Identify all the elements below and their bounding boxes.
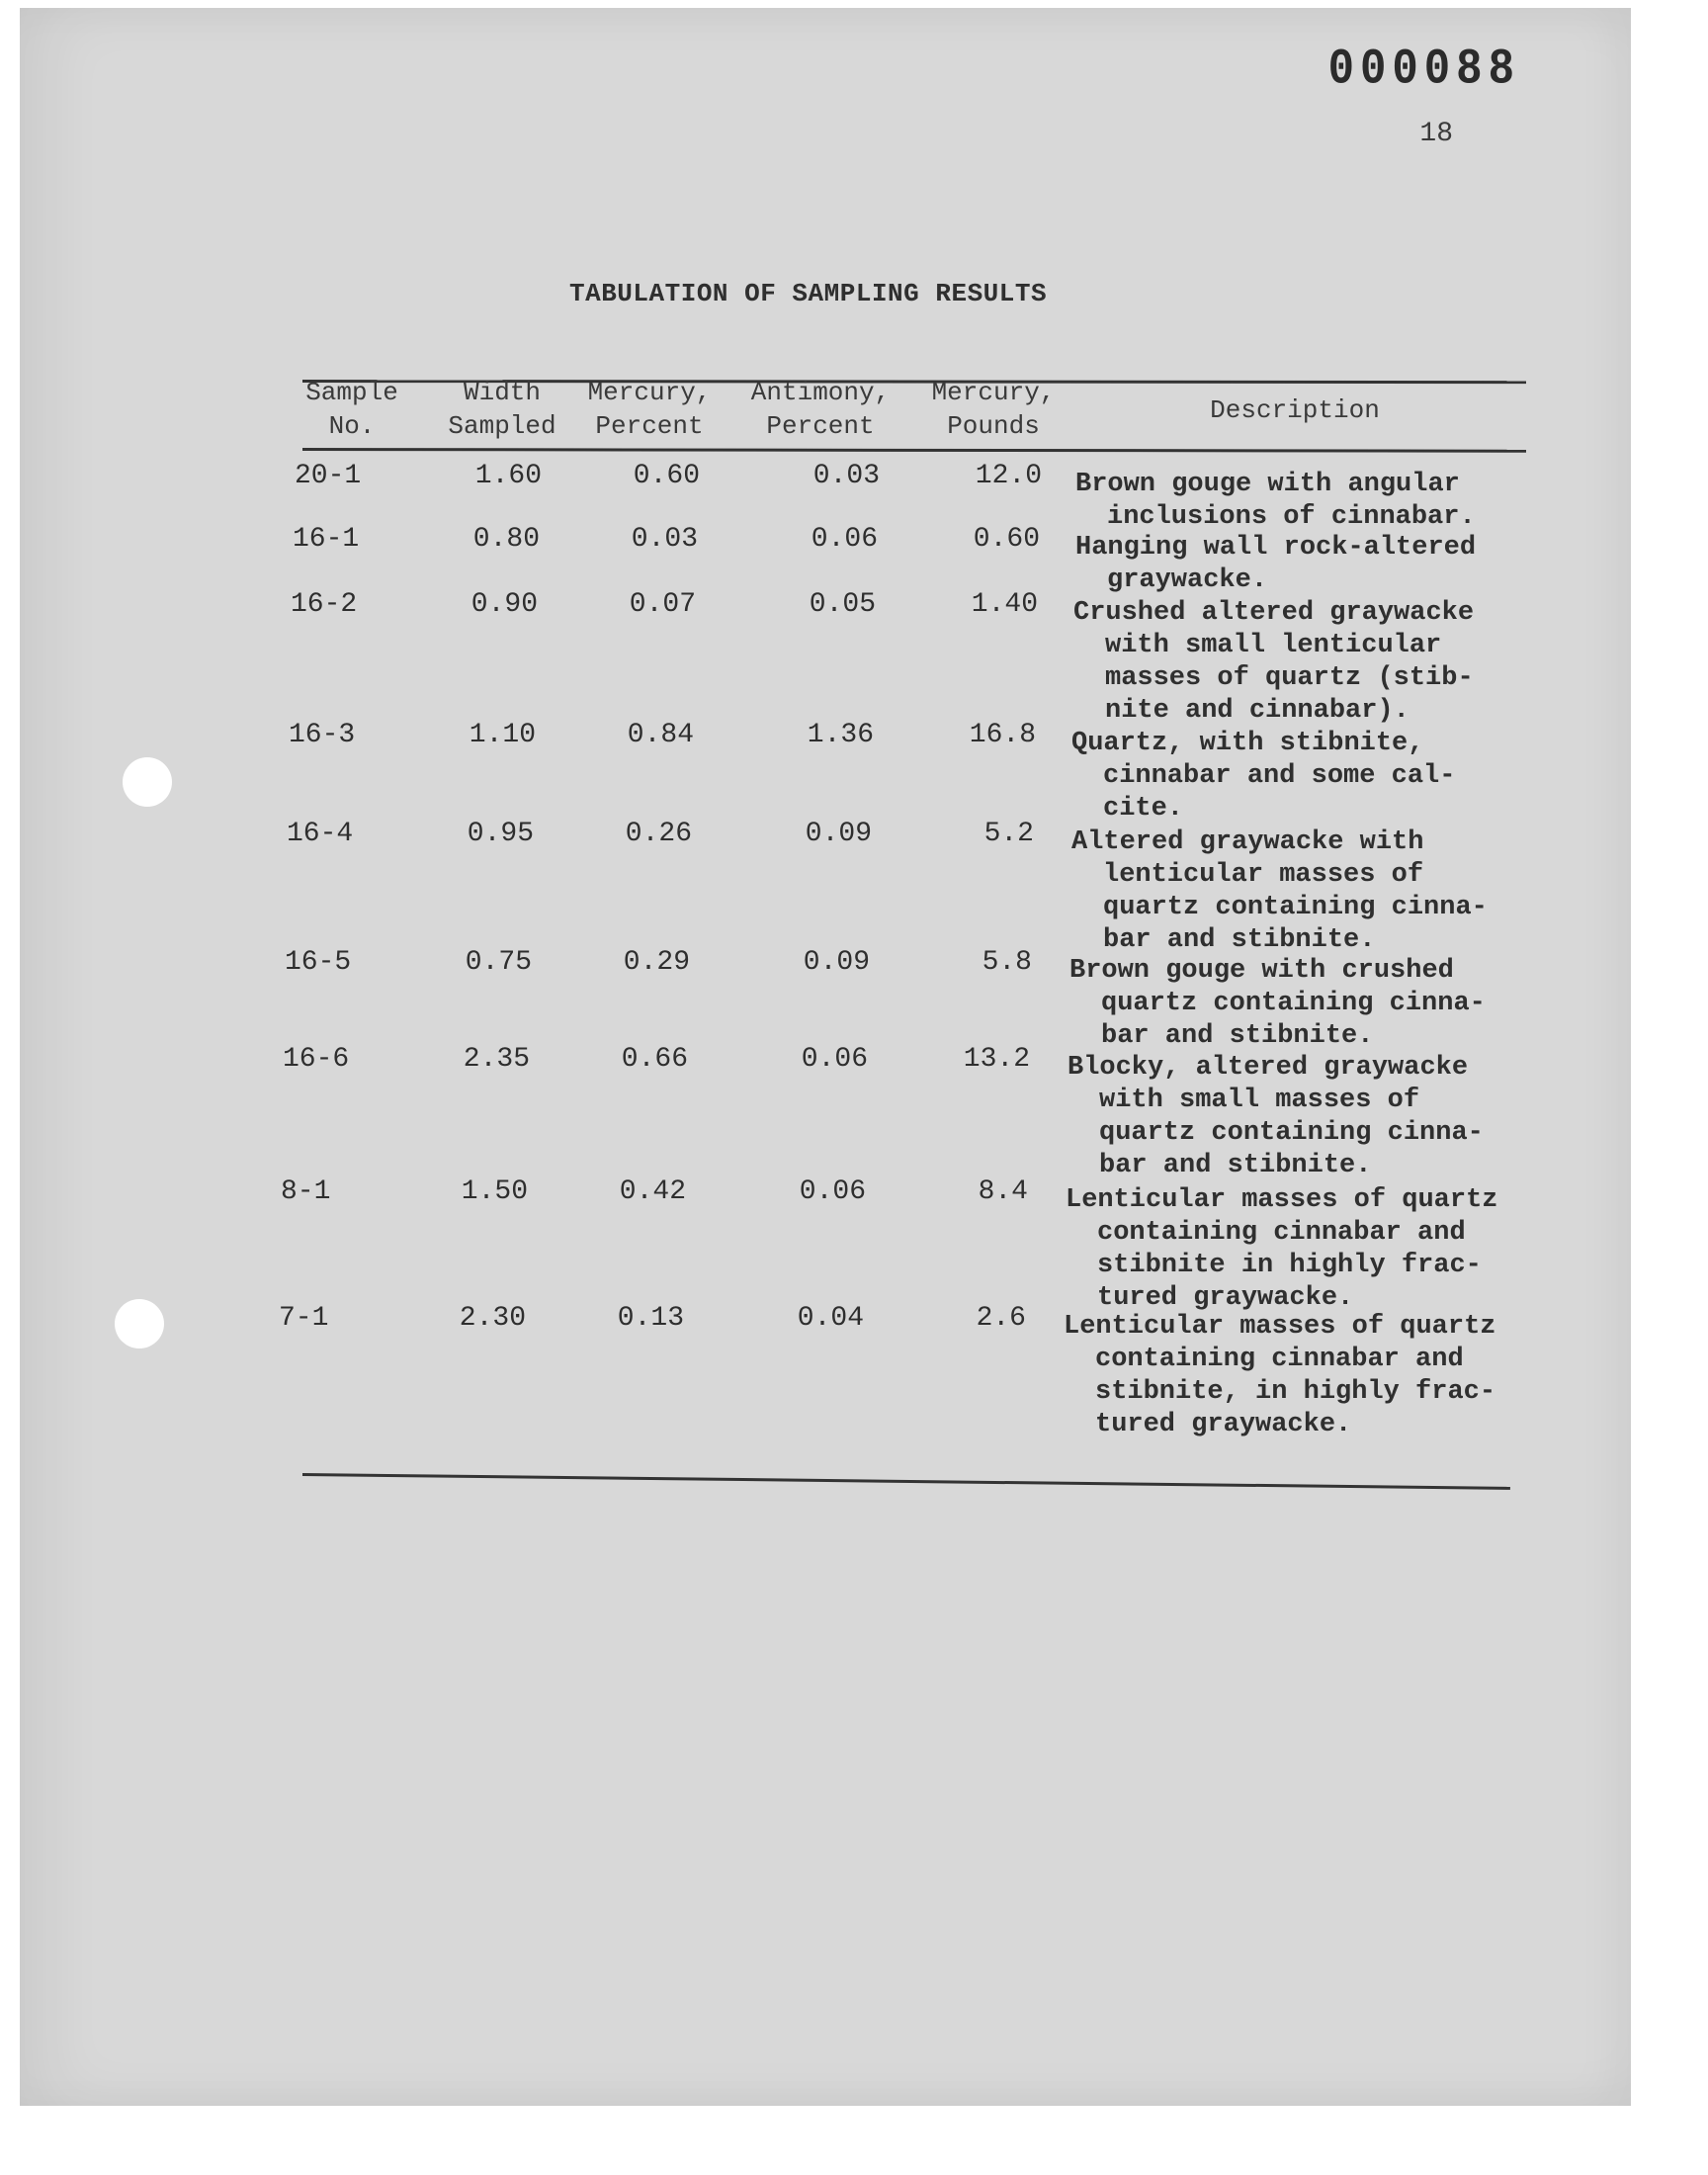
description-line: containing cinnabar and	[1095, 1345, 1464, 1374]
cell-mercury-percent: 0.84	[627, 720, 694, 750]
cell-antimony-percent: 1.36	[807, 720, 874, 750]
description-line: bar and stibnite.	[1099, 1151, 1372, 1180]
description-line: bar and stibnite.	[1101, 1021, 1374, 1051]
cell-sample-no: 7-1	[279, 1303, 329, 1334]
cell-description	[1066, 1184, 1497, 1315]
cell-width-sampled: 2.35	[463, 1044, 530, 1075]
cell-description	[1069, 955, 1486, 1053]
description-line: quartz containing cinna-	[1101, 989, 1486, 1018]
cell-mercury-pounds: 13.2	[963, 1044, 1030, 1075]
description-line: Brown gouge with angular	[1075, 470, 1460, 499]
cell-mercury-pounds: 12.0	[975, 461, 1042, 491]
cell-mercury-percent: 0.42	[619, 1176, 686, 1207]
header-width-sampled: Width Sampled	[448, 378, 556, 441]
description-line: cite.	[1103, 794, 1184, 824]
cell-mercury-pounds: 16.8	[969, 720, 1036, 750]
cell-antimony-percent: 0.09	[805, 819, 872, 849]
cell-width-sampled: 0.75	[465, 947, 532, 978]
cell-description	[1068, 1052, 1484, 1182]
cell-mercury-pounds: 1.40	[971, 589, 1038, 620]
cell-sample-no: 20-1	[295, 461, 362, 491]
table-header-rule	[302, 448, 1526, 453]
header-description: Description	[1210, 395, 1380, 425]
cell-mercury-pounds: 2.6	[976, 1303, 1026, 1334]
description-line: bar and stibnite.	[1103, 925, 1376, 955]
page-number: 18	[1419, 119, 1453, 149]
cell-width-sampled: 1.10	[469, 720, 536, 750]
description-line: cinnabar and some cal-	[1103, 761, 1456, 791]
description-line: Brown gouge with crushed	[1069, 956, 1454, 986]
cell-width-sampled: 0.95	[467, 819, 534, 849]
header-sample-no: Sample No.	[305, 378, 398, 441]
cell-sample-no: 16-4	[287, 819, 354, 849]
cell-antimony-percent: 0.06	[801, 1044, 868, 1075]
header-antimony-percent: Antimony, Percent	[750, 378, 891, 441]
cell-sample-no: 16-2	[291, 589, 358, 620]
description-line: lenticular masses of	[1103, 860, 1424, 890]
header-mercury-pounds: Mercury, Pounds	[931, 378, 1056, 441]
cell-description	[1075, 469, 1476, 534]
description-line: Blocky, altered graywacke	[1068, 1053, 1469, 1083]
description-line: tured graywacke.	[1097, 1283, 1354, 1313]
description-line: Lenticular masses of quartz	[1066, 1185, 1498, 1215]
cell-mercury-percent: 0.66	[621, 1044, 688, 1075]
cell-antimony-percent: 0.04	[797, 1303, 864, 1334]
document-stamp-number: 000088	[1327, 42, 1520, 99]
scanned-page	[20, 8, 1631, 2106]
cell-mercury-percent: 0.29	[623, 947, 690, 978]
cell-description	[1071, 728, 1455, 826]
description-line: with small masses of	[1099, 1086, 1420, 1115]
cell-sample-no: 16-6	[283, 1044, 350, 1075]
cell-mercury-percent: 0.07	[629, 589, 696, 620]
punch-hole-lower	[115, 1299, 164, 1348]
cell-mercury-percent: 0.03	[631, 524, 698, 555]
description-line: graywacke.	[1107, 566, 1268, 595]
cell-mercury-percent: 0.60	[633, 461, 700, 491]
description-line: nite and cinnabar).	[1105, 696, 1409, 726]
cell-sample-no: 8-1	[281, 1176, 331, 1207]
description-line: Hanging wall rock-altered	[1075, 533, 1477, 563]
cell-mercury-percent: 0.13	[617, 1303, 684, 1334]
description-line: Quartz, with stibnite,	[1071, 729, 1424, 758]
cell-description	[1075, 532, 1476, 597]
description-line: tured graywacke.	[1095, 1410, 1352, 1439]
cell-sample-no: 16-1	[293, 524, 360, 555]
description-line: Crushed altered graywacke	[1073, 598, 1475, 628]
cell-antimony-percent: 0.03	[812, 461, 880, 491]
cell-sample-no: 16-5	[285, 947, 352, 978]
cell-mercury-percent: 0.26	[625, 819, 692, 849]
cell-mercury-pounds: 5.8	[982, 947, 1032, 978]
cell-antimony-percent: 0.06	[799, 1176, 866, 1207]
punch-hole-upper	[123, 757, 172, 807]
description-line: Altered graywacke with	[1071, 827, 1424, 857]
cell-mercury-pounds: 0.60	[973, 524, 1040, 555]
cell-antimony-percent: 0.09	[803, 947, 870, 978]
description-line: inclusions of cinnabar.	[1107, 502, 1476, 532]
cell-mercury-pounds: 5.2	[983, 819, 1034, 849]
description-line: stibnite in highly frac-	[1097, 1251, 1482, 1280]
page-title: TABULATION OF SAMPLING RESULTS	[569, 279, 1048, 308]
cell-description	[1073, 597, 1474, 728]
cell-description	[1071, 826, 1488, 957]
cell-width-sampled: 1.60	[474, 461, 542, 491]
description-line: quartz containing cinna-	[1099, 1118, 1484, 1148]
description-line: Lenticular masses of quartz	[1064, 1312, 1496, 1342]
cell-description	[1064, 1311, 1495, 1441]
description-line: with small lenticular	[1105, 631, 1442, 660]
cell-width-sampled: 0.90	[470, 589, 538, 620]
header-mercury-percent: Mercury, Percent	[587, 378, 712, 441]
cell-antimony-percent: 0.05	[809, 589, 876, 620]
cell-sample-no: 16-3	[289, 720, 356, 750]
cell-width-sampled: 1.50	[461, 1176, 528, 1207]
cell-antimony-percent: 0.06	[811, 524, 878, 555]
cell-width-sampled: 2.30	[459, 1303, 526, 1334]
cell-width-sampled: 0.80	[472, 524, 540, 555]
description-line: masses of quartz (stib-	[1105, 663, 1474, 693]
description-line: quartz containing cinna-	[1103, 893, 1488, 922]
description-line: stibnite, in highly frac-	[1095, 1377, 1496, 1407]
table-bottom-rule	[302, 1473, 1510, 1490]
cell-mercury-pounds: 8.4	[978, 1176, 1028, 1207]
description-line: containing cinnabar and	[1097, 1218, 1466, 1248]
